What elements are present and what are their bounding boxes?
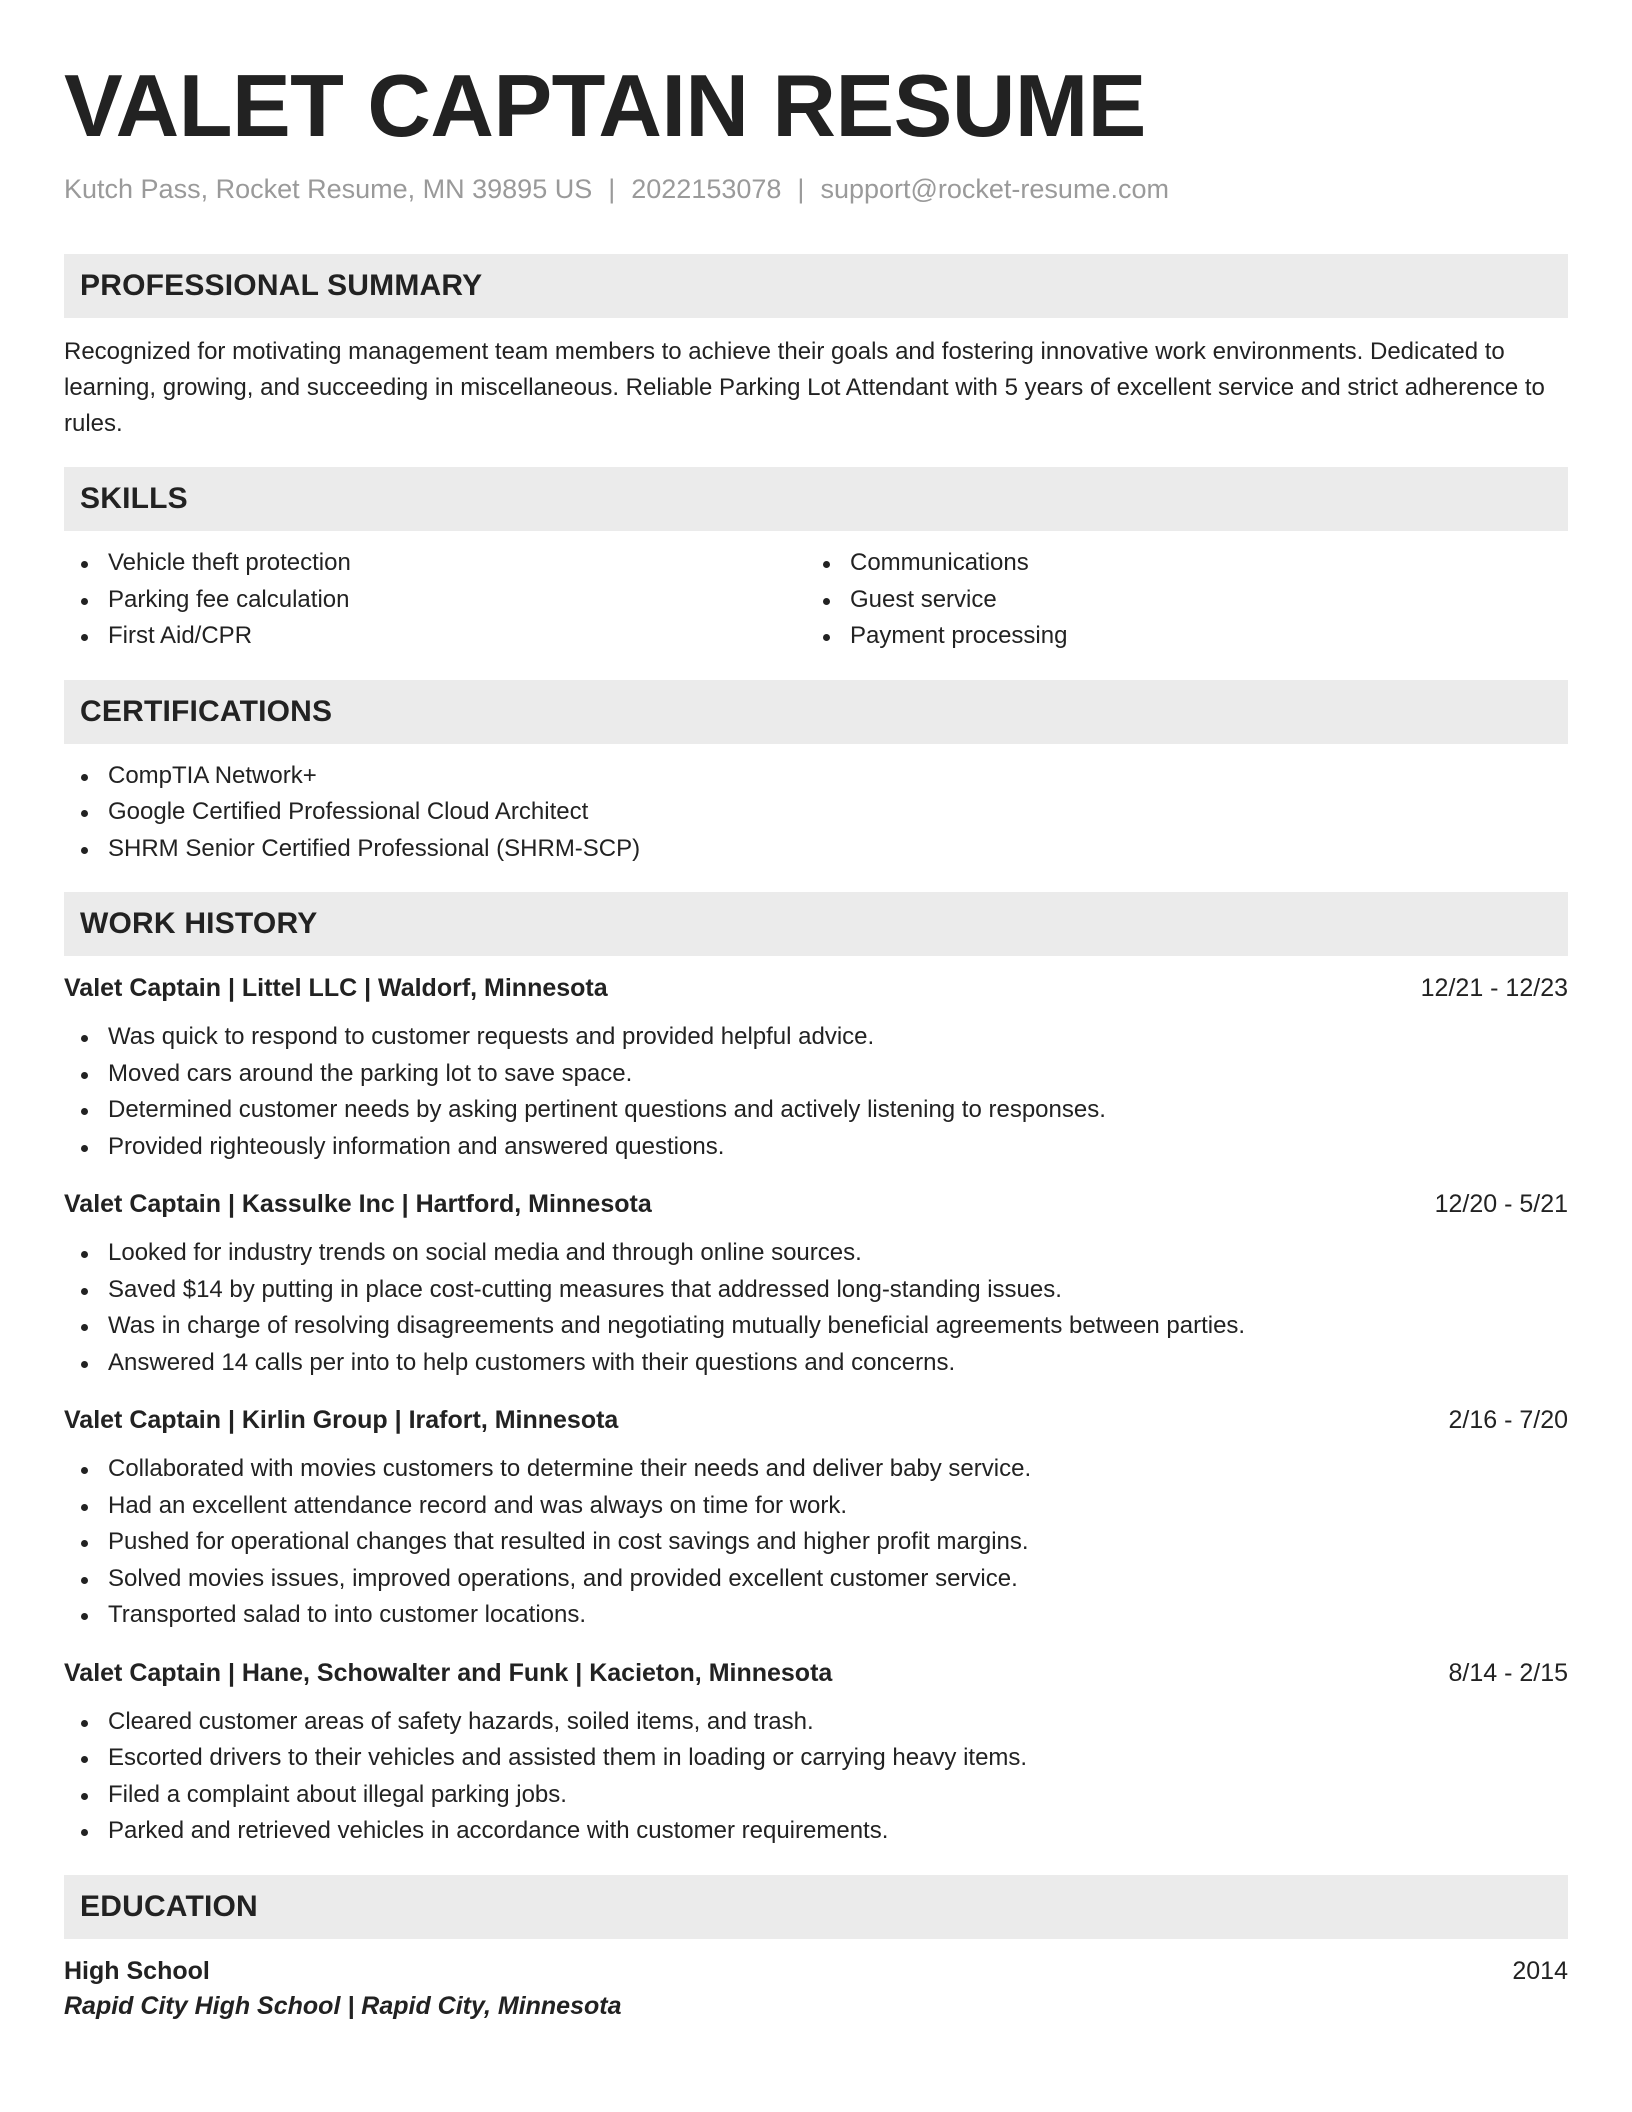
job-bullets [64, 1704, 1568, 1850]
work-history-heading: WORK HISTORY [64, 892, 1568, 956]
job-entry [64, 974, 1568, 1165]
job-header [64, 974, 1568, 1003]
job-bullet: Transported salad to into customer locations. [64, 1597, 1568, 1634]
skill-item: Parking fee calculation [64, 582, 806, 619]
job-entry [64, 1406, 1568, 1634]
job-dates: 12/21 - 12/23 [1420, 974, 1568, 1002]
education-entry [64, 1957, 1568, 2021]
job-bullet: Had an excellent attendance record and was always on time for work. [64, 1488, 1568, 1525]
job-bullets [64, 1451, 1568, 1634]
contact-separator: | [608, 174, 616, 204]
job-bullet: Was in charge of resolving disagreements and negotiating mutually beneficial agreements between parties. [64, 1308, 1568, 1345]
job-bullet: Was quick to respond to customer requests and provided helpful advice. [64, 1019, 1568, 1056]
skill-item: Guest service [806, 582, 1548, 619]
job-bullet: Cleared customer areas of safety hazards, soiled items, and trash. [64, 1704, 1568, 1741]
education-heading: EDUCATION [64, 1875, 1568, 1939]
certifications-heading: CERTIFICATIONS [64, 680, 1568, 744]
skills-heading: SKILLS [64, 467, 1568, 531]
job-title: Valet Captain | Littel LLC | Waldorf, Minnesota [64, 974, 608, 1002]
job-bullet: Collaborated with movies customers to determine their needs and deliver baby service. [64, 1451, 1568, 1488]
job-bullet: Saved $14 by putting in place cost-cutting measures that addressed long-standing issues. [64, 1272, 1568, 1309]
education-school: Rapid City High School | Rapid City, Minnesota [64, 1991, 622, 2020]
job-header [64, 1659, 1568, 1688]
resume-title: VALET CAPTAIN RESUME [64, 56, 1146, 155]
job-bullets [64, 1235, 1568, 1381]
job-title: Valet Captain | Kassulke Inc | Hartford, Minnesota [64, 1190, 652, 1218]
summary-text: Recognized for motivating management team members to achieve their goals and fostering innovative work environments. Dedicated to learning, growing, and succeeding in miscellaneous. Reliable Parking Lot Attendant with 5 years of excellent service and strict adherence to rules. [64, 338, 1545, 437]
job-bullet: Solved movies issues, improved operations, and provided excellent customer service. [64, 1561, 1568, 1598]
job-bullet: Provided righteously information and answered questions. [64, 1129, 1568, 1166]
job-bullet: Filed a complaint about illegal parking jobs. [64, 1777, 1568, 1814]
certification-item: SHRM Senior Certified Professional (SHRM-SCP) [64, 831, 1568, 868]
job-title: Valet Captain | Hane, Schowalter and Funk | Kacieton, Minnesota [64, 1658, 833, 1687]
job-dates: 8/14 - 2/15 [1448, 1658, 1568, 1687]
education-year: 2014 [1512, 1956, 1568, 1985]
job-header [64, 1406, 1568, 1435]
job-dates: 12/20 - 5/21 [1434, 1190, 1568, 1218]
education-header [64, 1957, 1568, 1986]
job-bullet: Looked for industry trends on social media and through online sources. [64, 1235, 1568, 1272]
job-bullets [64, 1019, 1568, 1165]
certifications-list [64, 758, 1568, 868]
contact-email: support@rocket-resume.com [820, 174, 1169, 204]
skill-item: Vehicle theft protection [64, 545, 806, 582]
job-bullet: Parked and retrieved vehicles in accordance with customer requirements. [64, 1813, 1568, 1850]
education-degree: High School [64, 1956, 210, 1985]
certification-item: Google Certified Professional Cloud Architect [64, 794, 1568, 831]
skills-column-left [64, 545, 806, 655]
skills-list [64, 545, 1568, 655]
job-header [64, 1190, 1568, 1219]
job-entry [64, 1659, 1568, 1850]
skills-column-right [806, 545, 1548, 655]
contact-line [64, 174, 1568, 205]
job-bullet: Escorted drivers to their vehicles and assisted them in loading or carrying heavy items. [64, 1740, 1568, 1777]
job-entry [64, 1190, 1568, 1381]
job-bullet: Pushed for operational changes that resulted in cost savings and higher profit margins. [64, 1524, 1568, 1561]
certification-item: CompTIA Network+ [64, 758, 1568, 795]
summary-heading: PROFESSIONAL SUMMARY [64, 254, 1568, 318]
job-title: Valet Captain | Kirlin Group | Irafort, Minnesota [64, 1406, 619, 1434]
contact-address: Kutch Pass, Rocket Resume, MN 39895 US [64, 174, 593, 204]
skill-item: Payment processing [806, 618, 1548, 655]
skill-item: Communications [806, 545, 1548, 582]
job-dates: 2/16 - 7/20 [1448, 1406, 1568, 1434]
job-bullet: Answered 14 calls per into to help customers with their questions and concerns. [64, 1345, 1568, 1382]
contact-phone: 2022153078 [631, 174, 782, 204]
job-bullet: Moved cars around the parking lot to save space. [64, 1056, 1568, 1093]
job-bullet: Determined customer needs by asking pertinent questions and actively listening to responses. [64, 1092, 1568, 1129]
skill-item: First Aid/CPR [64, 618, 806, 655]
contact-separator: | [797, 174, 805, 204]
